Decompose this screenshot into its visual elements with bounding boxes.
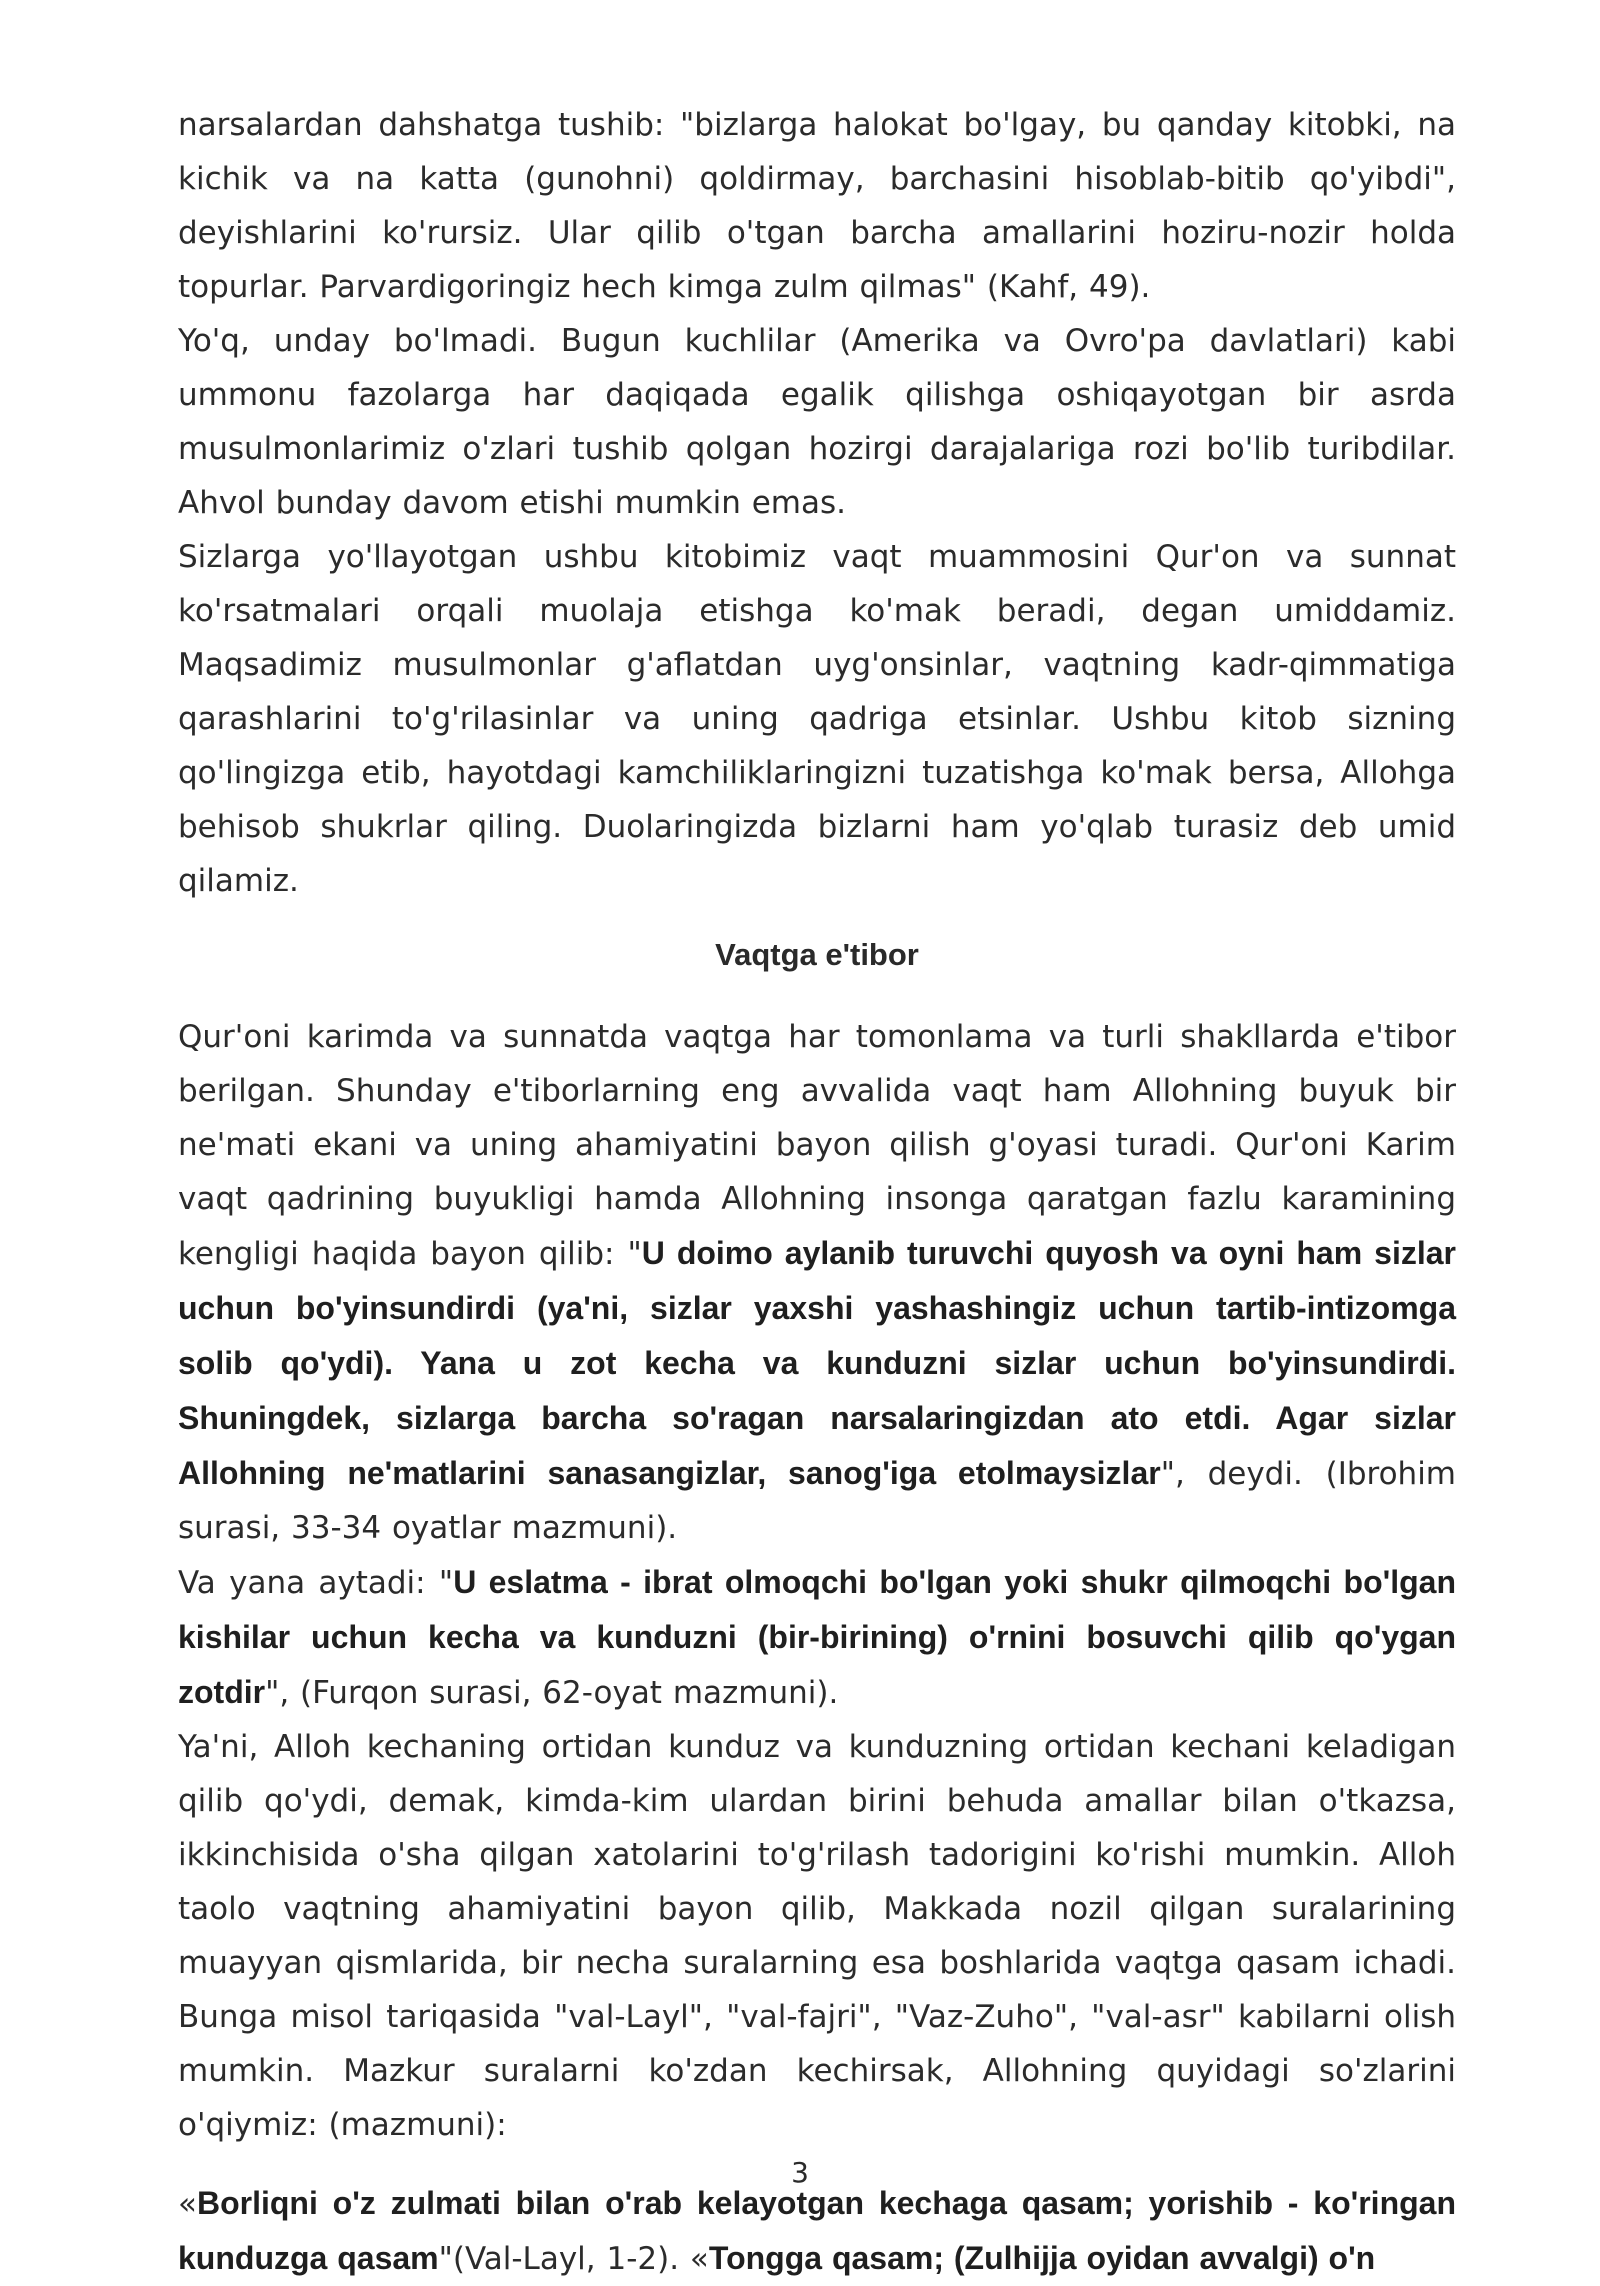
quran-quote-bold: Tongga qasam; (Zulhijja oyidan avvalgi) o'n	[708, 2240, 1376, 2276]
quran-quote-bold: Borliqni o'z zulmati bilan o'rab kelayotgan kechaga qasam; yorishib - ko'ringan kunduzga qasam	[178, 2185, 1456, 2276]
quran-quote-bold: U eslatma - ibrat olmoqchi bo'lgan yoki shukr qilmoqchi bo'lgan kishilar uchun kecha va kunduzni (bir-birining) o'rnini bosuvchi qilib qo'ygan zotdir	[178, 1564, 1456, 1710]
paragraph-day-night: Ya'ni, Alloh kechaning ortidan kunduz va kunduzning ortidan kechani keladigan qilib qo'ydi, demak, kimda-kim ulardan birini behuda amallar bilan o'tkazsa, ikkinchisida o'sha qilgan xatolarini to'g'rilash tadorigini ko'rishi mumkin. Alloh taolo vaqtning ahamiyatini bayon qilib, Makkada nozil qilgan suralarining muayyan qismlarida, bir necha suralarning esa boshlarida vaqtga qasam ichadi. Bunga misol tariqasida "val-Layl", "val-fajri", "Vaz-Zuho", "val-asr" kabilarni olish mumkin. Mazkur suralarni ko'zdan kechirsak, Allohning quyidagi so'zlarini o'qiymiz: (mazmuni):	[178, 1729, 1456, 2143]
paragraph-text: "(Val-Layl, 1-2). «	[438, 2241, 709, 2277]
section-heading: Vaqtga e'tibor	[715, 937, 919, 972]
paragraph-text: Va yana aytadi: "	[178, 1565, 454, 1601]
paragraph-book-purpose: Sizlarga yo'llayotgan ushbu kitobimiz vaqt muammosini Qur'on va sunnat ko'rsatmalari orqali muolaja etishga ko'mak beradi, degan umiddamiz. Maqsadimiz musulmonlar g'aflatdan uyg'onsinlar, vaqtning kadr-qimmatiga qarashlarini to'g'rilasinlar va uning qadriga etsinlar. Ushbu kitob sizning qo'lingizga etib, hayotdagi kamchiliklaringizni tuzatishga ko'mak bersa, Allohga behisob shukrlar qiling. Duolaringizda bizlarni ham yo'qlab turasiz deb umid qilamiz.	[178, 539, 1456, 899]
paragraph-text: Qur'oni karimda va sunnatda vaqtga har tomonlama va turli shakllarda e'tibor berilgan. Shunday e'tiborlarning eng avvalida vaqt ham Allohning buyuk bir ne'mati ekani va uning ahamiyatini bayon qilish g'oyasi turadi. Qur'oni Karim vaqt qadrining buyukligi hamda Allohning insonga qaratgan fazlu karamining kengligi haqida bayon qilib: "	[178, 1019, 1456, 1272]
paragraph-kahf-quote: narsalardan dahshatga tushib: "bizlarga halokat bo'lgay, bu qanday kitobki, na kichik va na katta (gunohni) qoldirmay, barchasini hisoblab-bitib qo'yibdi", deyishlarini ko'rursiz. Ular qilib o'tgan barcha amallarini hoziru-nozir holda topurlar. Parvardigoringiz hech kimga zulm qilmas" (Kahf, 49).	[178, 107, 1456, 305]
paragraph-layl-fajr-quote	[178, 2176, 1456, 2286]
paragraph-text: ", (Furqon surasi, 62-oyat mazmuni).	[265, 1675, 839, 1711]
quran-quote-bold: U doimo aylanib turuvchi quyosh va oyni ham sizlar uchun bo'yinsundirdi (ya'ni, sizlar yaxshi yashashingiz uchun tartib-intizomga solib qo'ydi). Yana u zot kecha va kunduzni sizlar uchun bo'yinsundirdi. Shuningdek, sizlarga barcha so'ragan narsalaringizdan ato etdi. Agar sizlar Allohning ne'matlarini sanasangizlar, sanog'iga etolmaysizlar	[178, 1235, 1456, 1491]
document-page	[178, 98, 1456, 2286]
paragraph-current-state: Yo'q, unday bo'lmadi. Bugun kuchlilar (Amerika va Ovro'pa davlatlari) kabi ummonu fazolarga har daqiqada egalik qilishga oshiqayotgan bir asrda musulmonlarimiz o'zlari tushib qolgan hozirgi darajalariga rozi bo'lib turibdilar. Ahvol bunday davom etishi mumkin emas.	[178, 323, 1456, 521]
page-number: 3	[791, 2156, 809, 2189]
paragraph-ibrohim-quote	[178, 1010, 1456, 1555]
paragraph-furqon-quote	[178, 1555, 1456, 1720]
paragraph-text: «	[178, 2186, 197, 2222]
paragraph-text: ", deydi. (Ibrohim surasi, 33-34 oyatlar mazmuni).	[178, 1456, 1457, 1546]
